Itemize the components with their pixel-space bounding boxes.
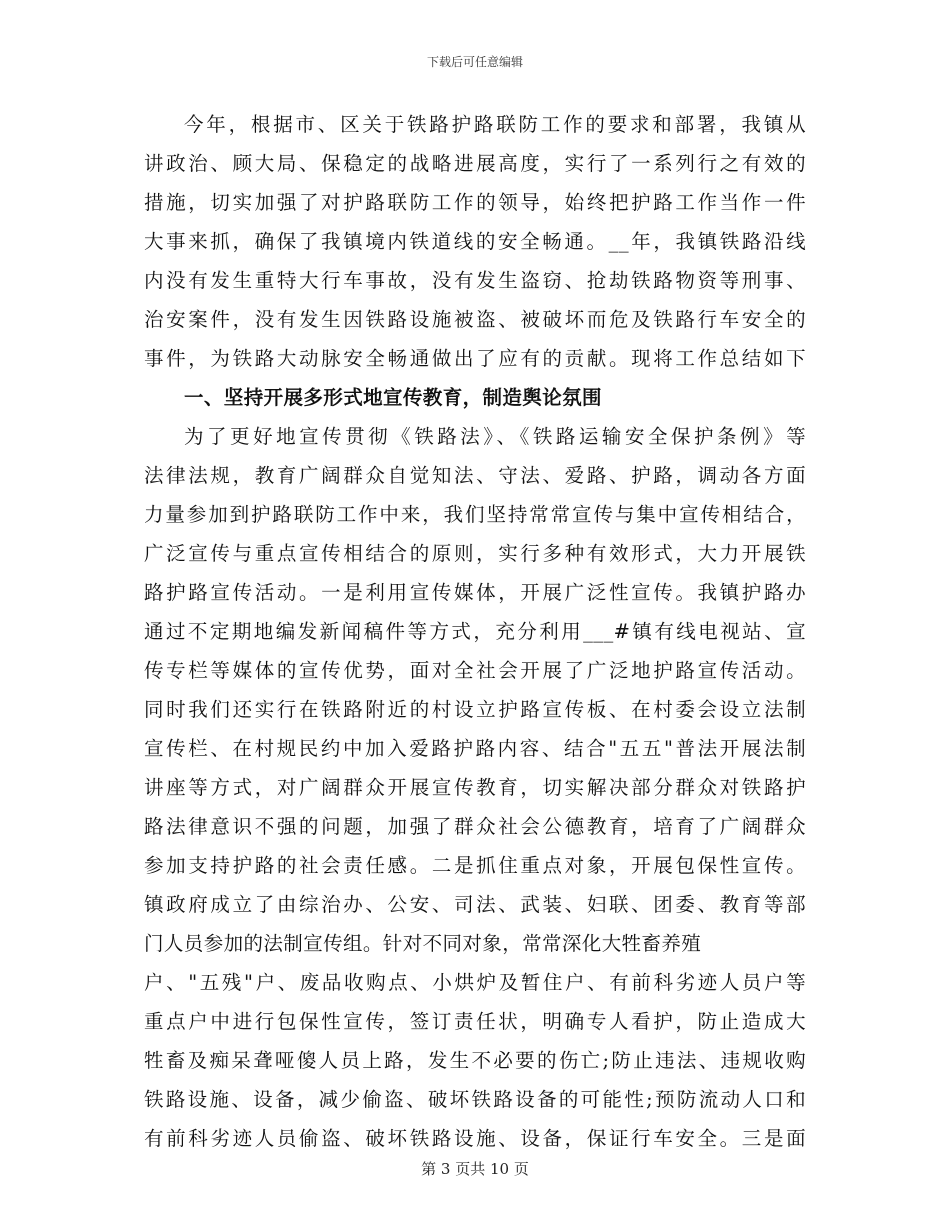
paragraph-line: 传专栏等媒体的宣传优势，面对全社会开展了广泛地护路宣传活动。 [144, 659, 806, 682]
paragraph-line: 牲畜及痴呆聋哑傻人员上路，发生不必要的伤亡;防止违法、违规收购 [144, 1049, 806, 1072]
paragraph-line: 镇政府成立了由综治办、公安、司法、武装、妇联、团委、教育等部 [144, 893, 806, 916]
section-heading: 一、坚持开展多形式地宣传教育，制造舆论氛围 [184, 386, 602, 409]
paragraph-line: 同时我们还实行在铁路附近的村设立护路宣传板、在村委会设立法制 [144, 698, 806, 721]
paragraph-line: 重点户中进行包保性宣传，签订责任状，明确专人看护，防止造成大 [144, 1010, 806, 1033]
page-footer: 第 3 页共 10 页 [421, 1160, 529, 1178]
paragraph-line: 力量参加到护路联防工作中来，我们坚持常常宣传与集中宣传相结合， [144, 503, 806, 526]
body-text [144, 105, 806, 1158]
paragraph-line: 为了更好地宣传贯彻《铁路法》、《铁路运输安全保护条例》等 [184, 425, 806, 448]
paragraph-line: 路护路宣传活动。一是利用宣传媒体，开展广泛性宣传。我镇护路办 [144, 581, 806, 604]
paragraph-line: 通过不定期地编发新闻稿件等方式，充分利用___#镇有线电视站、宣 [144, 620, 806, 643]
paragraph-line: 参加支持护路的社会责任感。二是抓住重点对象，开展包保性宣传。 [144, 854, 806, 877]
paragraph-line: 法律法规，教育广阔群众自觉知法、守法、爱路、护路，调动各方面 [144, 464, 806, 487]
paragraph-line: 讲座等方式，对广阔群众开展宣传教育，切实解决部分群众对铁路护 [144, 776, 806, 799]
paragraph-line: 门人员参加的法制宣传组。针对不同对象，常常深化大牲畜养殖 [144, 932, 702, 955]
paragraph-line: 户、"五残"户、废品收购点、小烘炉及暂住户、有前科劣迹人员户等 [144, 971, 806, 994]
paragraph-line: 大事来抓，确保了我镇境内铁道线的安全畅通。__年，我镇铁路沿线 [144, 230, 806, 253]
paragraph-line: 今年，根据市、区关于铁路护路联防工作的要求和部署，我镇从 [184, 113, 806, 136]
paragraph-line: 铁路设施、设备，减少偷盗、破坏铁路设备的可能性;预防流动人口和 [144, 1088, 806, 1111]
paragraph-line: 事件，为铁路大动脉安全畅通做出了应有的贡献。现将工作总结如下 [144, 347, 806, 370]
paragraph-line: 治安案件，没有发生因铁路设施被盗、被破坏而危及铁路行车安全的 [144, 308, 806, 331]
paragraph-line: 内没有发生重特大行车事故，没有发生盗窃、抢劫铁路物资等刑事、 [144, 269, 806, 292]
paragraph-line: 讲政治、顾大局、保稳定的战略进展高度，实行了一系列行之有效的 [144, 152, 806, 175]
paragraph-line: 广泛宣传与重点宣传相结合的原则，实行多种有效形式，大力开展铁 [144, 542, 806, 565]
page-header: 下载后可任意编辑 [426, 55, 523, 69]
paragraph-line: 措施，切实加强了对护路联防工作的领导，始终把护路工作当作一件 [144, 191, 806, 214]
paragraph-line: 宣传栏、在村规民约中加入爱路护路内容、结合"五五"普法开展法制 [144, 737, 806, 760]
paragraph-line: 路法律意识不强的问题，加强了群众社会公德教育，培育了广阔群众 [144, 815, 806, 838]
paragraph-line: 有前科劣迹人员偷盗、破坏铁路设施、设备，保证行车安全。三是面 [144, 1127, 806, 1150]
